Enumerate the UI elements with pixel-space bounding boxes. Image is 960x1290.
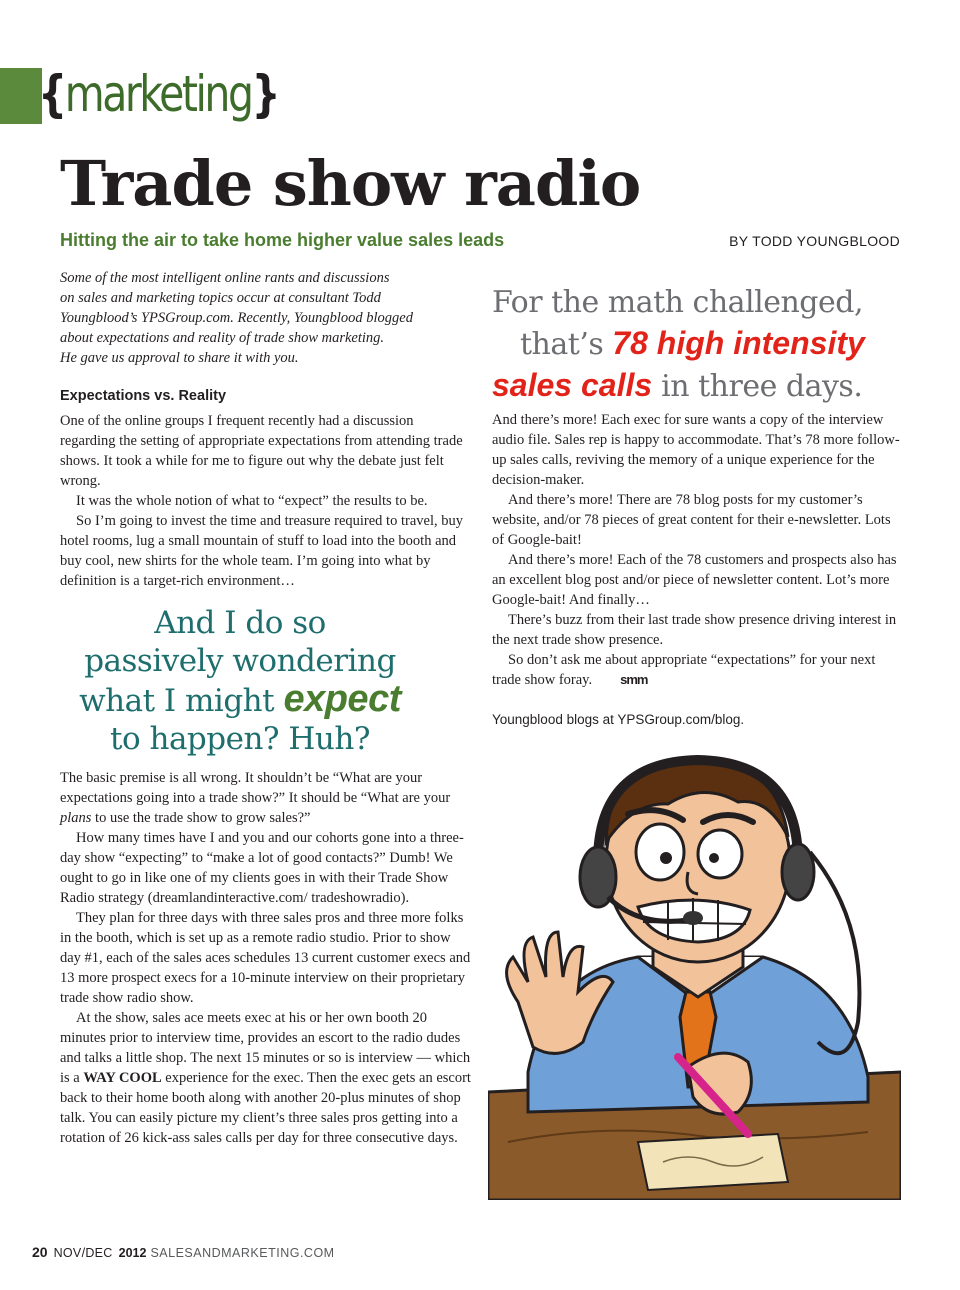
pull-quote-text: in three days. [652, 369, 863, 404]
section-word: marketing [64, 65, 252, 123]
pull-quote-right [492, 283, 912, 407]
body-paragraph: And there’s more! Each of the 78 customers and prospects also has an excellent blog post and/or piece of newsletter content. Lot’s more Google-bait! And finally… [492, 552, 897, 608]
body-text: So don’t ask me about appropriate “expectations” for your next trade show foray. [492, 652, 876, 688]
pull-quote-line [492, 323, 912, 365]
body-paragraph: So I’m going to invest the time and treasure required to travel, buy hotel rooms, lug a small mountain of stuff to load into the booth and buy cool, new shirts for the whole team. I’m going into what by definition is a target-rich environment… [60, 513, 463, 589]
byline: BY TODD YOUNGBLOOD [729, 233, 900, 249]
body-paragraph [60, 768, 472, 828]
body-text: At the show, sales ace meets exec at his or her own booth 20 minutes prior to interview time, provides an escort to the radio dudes and talks a little shop. The next 15 minutes or so is interview — which is a [60, 1010, 471, 1086]
body-text: The basic premise is all wrong. It shouldn’t be “What are your expectations going into a trade show?” It should be “What are your [60, 770, 451, 806]
body-column-left-bottom [60, 768, 472, 1148]
intro-line: Youngblood’s YPSGroup.com. Recently, Youngblood blogged [60, 310, 413, 326]
intro-line: on sales and marketing topics occur at consultant Todd [60, 290, 381, 306]
end-mark: smm [620, 672, 648, 687]
body-paragraph: It was the whole notion of what to “expect” the results to be. [76, 493, 428, 509]
body-paragraph: They plan for three days with three sales pros and three more folks in the booth, which is set up as a remote radio studio. Prior to show day #1, each of the sales aces schedules 13 current customer execs and 13 more prospect execs for a 10-minute interview on their proprietary trade show radio show. [60, 910, 471, 1006]
pull-quote-line: And I do so [154, 605, 326, 641]
body-text: experience for the exec. Then the exec gets an escort back to their home booth along with another 20-plus minutes of shop talk. You can easily picture my client’s three sales pros getting into a rotation of 26 kick-ass sales calls per day for three consecutive days. [60, 1070, 471, 1146]
cartoon-illustration [488, 742, 901, 1200]
body-bold: WAY COOL [83, 1070, 162, 1086]
body-paragraph: And there’s more! There are 78 blog posts for my customer’s website, and/or 78 pieces of great content for their e-newsletter. Lots of Google-bait! [492, 492, 891, 548]
magazine-brand: SALESANDMARKETING.COM [150, 1246, 335, 1260]
pull-quote-line: passively wondering [84, 643, 396, 679]
body-column-left-top [60, 411, 472, 591]
author-bio: Youngblood blogs at YPSGroup.com/blog. [492, 712, 745, 727]
page-number: 20 [32, 1244, 48, 1260]
pull-quote-line [60, 680, 420, 720]
pull-quote-highlight: sales calls [492, 367, 653, 403]
subhead: Expectations vs. Reality [60, 388, 227, 404]
intro-line: Some of the most intelligent online rants and discussions [60, 270, 390, 286]
body-paragraph: How many times have I and you and our cohorts gone into a three-day show “expecting” to “make a lot of good contacts?” Dumb! We ought to go in like one of my clients goes in with their Trade Show Radio strategy (dreamlandinteractive.com/ tradeshowradio). [60, 830, 464, 906]
issue-date: NOV/DEC [53, 1246, 113, 1260]
pull-quote-line [492, 365, 912, 407]
body-paragraph: And there’s more! Each exec for sure wants a copy of the interview audio file. Sales rep is happy to accommodate. That’s 78 more follow-up sales calls, reviving the memory of a unique experience for the decision-maker. [492, 412, 900, 488]
pull-quote-text: what I might [79, 683, 284, 719]
intro-text [60, 268, 430, 368]
section-color-bar [0, 68, 42, 124]
body-paragraph [60, 1008, 472, 1148]
pull-quote-line: to happen? Huh? [110, 721, 370, 757]
page-folio [32, 1244, 335, 1260]
pull-quote-left [60, 604, 420, 758]
section-open-brace: { [38, 65, 65, 123]
section-close-brace: } [251, 65, 279, 123]
body-emphasis: plans [60, 810, 92, 826]
body-paragraph: There’s buzz from their last trade show presence driving interest in the next trade show presence. [492, 612, 897, 648]
body-column-right [492, 410, 904, 690]
pull-quote-highlight: 78 high intensity [612, 325, 865, 361]
section-label [38, 60, 278, 128]
intro-line: He gave us approval to share it with you. [60, 350, 299, 366]
pull-quote-highlight: expect [283, 678, 401, 720]
body-paragraph [492, 650, 904, 690]
article-headline: Trade show radio [60, 147, 641, 220]
pull-quote-line: For the math challenged, [492, 285, 863, 320]
pull-quote-text: that’s [520, 327, 613, 362]
intro-line: about expectations and reality of trade show marketing. [60, 330, 385, 346]
body-paragraph: One of the online groups I frequent recently had a discussion regarding the setting of appropriate expectations from attending trade shows. It took a while for me to figure out why the debate just felt wrong. [60, 413, 463, 489]
article-deck: Hitting the air to take home higher value sales leads [60, 230, 505, 250]
issue-year: 2012 [118, 1246, 147, 1260]
body-text: to use the trade show to grow sales?” [91, 810, 311, 826]
